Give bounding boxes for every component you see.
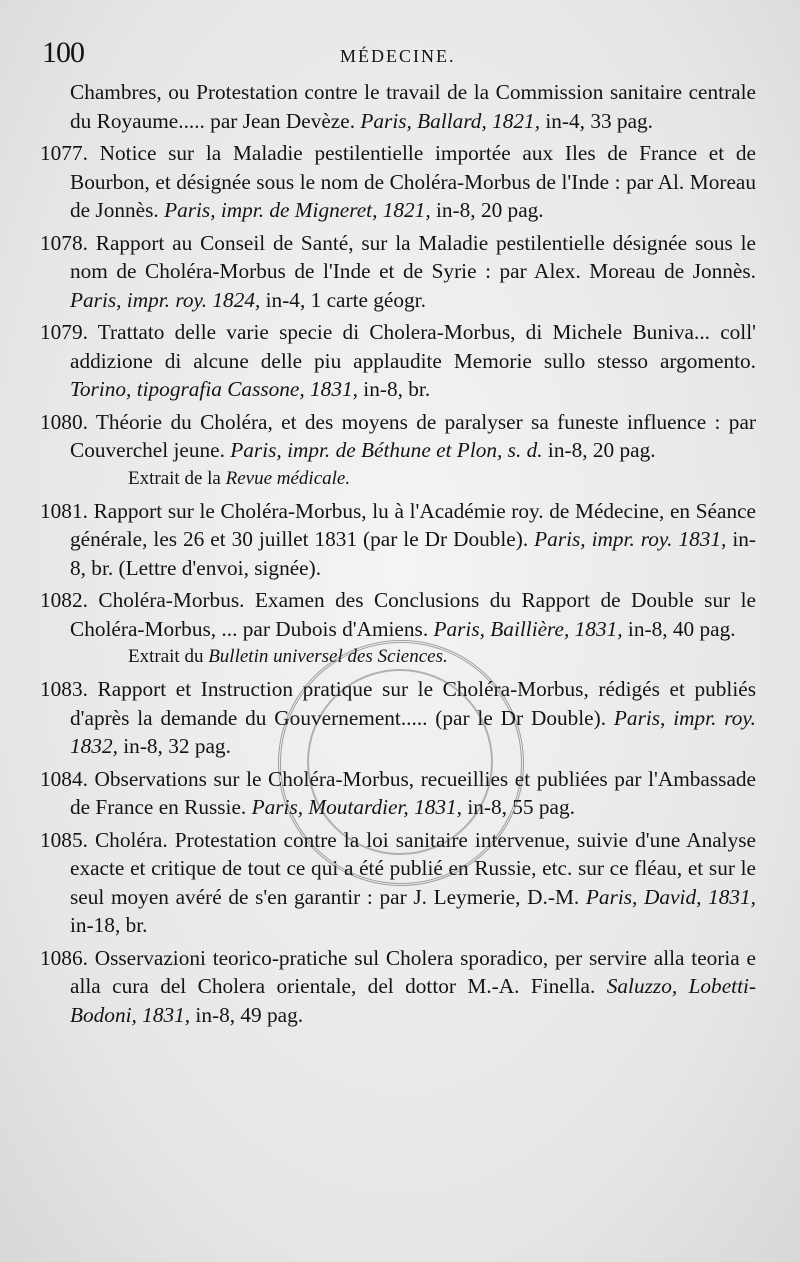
entry-text: Rapport sur le Choléra-Morbus, lu à l'Académie roy. de Médecine, en Séance générale, les 26 et 30 juillet 1831 (par le Dr Double). bbox=[70, 498, 756, 551]
entry-format: in-8, 32 pag. bbox=[123, 734, 231, 758]
bibliography-list bbox=[40, 78, 756, 1029]
note-text: Extrait du bbox=[128, 646, 204, 667]
entry-text: Observations sur le Choléra-Morbus, recueillies et publiées par l'Ambassade de France en Russie. bbox=[70, 766, 757, 819]
entry-format: in-4, 1 carte géogr. bbox=[265, 287, 426, 312]
entry-number: 1078. bbox=[40, 230, 88, 255]
note-text: Extrait de la bbox=[128, 467, 221, 489]
entry-text: Notice sur la Maladie pestilentielle importée aux Iles de France et de Bourbon, et désignée sous le nom de Choléra-Morbus de l'Inde : par Al. Moreau de Jonnès. bbox=[70, 141, 756, 222]
bibliography-entry bbox=[40, 229, 756, 315]
note-source: Bulletin universel des Sciences. bbox=[208, 646, 448, 667]
entry-format: in-4, 33 pag. bbox=[545, 108, 654, 133]
entry-number: 1079. bbox=[40, 320, 88, 344]
bibliography-entry bbox=[40, 139, 756, 225]
entry-number: 1083. bbox=[40, 677, 88, 701]
entry-format: in-8, br. (Lettre d'envoi, signée). bbox=[70, 527, 757, 580]
bibliography-entry bbox=[40, 78, 756, 135]
bibliography-entry bbox=[40, 826, 756, 940]
entry-number: 1084. bbox=[40, 766, 88, 791]
running-head: MÉDECINE. bbox=[340, 46, 456, 66]
entry-text: Théorie du Choléra, et des moyens de paralyser sa funeste influence : par Couverchel jeune. bbox=[70, 409, 756, 462]
entry-format: in-18, br. bbox=[70, 913, 148, 937]
entry-number: 1086. bbox=[40, 945, 88, 970]
entry-text: Chambres, ou Protestation contre le travail de la Commission sanitaire centrale du Royaume..... par Jean Devèze. bbox=[70, 80, 756, 133]
entry-text: Osservazioni teorico-pratiche sul Cholera sporadico, per servire alla teoria e alla cura del Cholera orientale, del dottor M.-A. Finella. bbox=[70, 945, 756, 998]
bibliography-entry bbox=[40, 497, 756, 583]
entry-format: in-8, 20 pag. bbox=[547, 438, 656, 462]
entry-imprint: Paris, impr. de Béthune et Plon, s. d. bbox=[230, 438, 543, 462]
entry-imprint: Torino, tipografia Cassone, 1831, bbox=[70, 377, 358, 401]
entry-number: 1077. bbox=[40, 141, 88, 165]
page-number: 100 bbox=[42, 36, 84, 69]
entry-imprint: Paris, Ballard, 1821, bbox=[360, 108, 541, 133]
bibliography-entry bbox=[40, 586, 756, 643]
entry-text: Rapport et Instruction pratique sur le Choléra-Morbus, rédigés et publiés d'après la demande du Gouvernement..... (par le Dr Double). bbox=[70, 677, 757, 730]
entry-text: Choléra. Protestation contre la loi sanitaire intervenue, suivie d'une Analyse exacte et critique de tout ce qui a été publié en Russie, etc. sur ce fléau, et sur le seul moyen avéré de s'en garantir : par J. Leymerie, D.-M. bbox=[70, 827, 756, 909]
entry-number: 1081. bbox=[40, 498, 88, 523]
entry-number: 1080. bbox=[40, 409, 88, 434]
entry-format: in-8, 55 pag. bbox=[467, 795, 575, 819]
entry-imprint: Paris, Moutardier, 1831, bbox=[251, 795, 462, 819]
entry-note bbox=[40, 645, 756, 669]
bibliography-entry bbox=[40, 318, 756, 404]
entry-number: 1085. bbox=[40, 827, 88, 852]
entry-text: Choléra-Morbus. Examen des Conclusions du Rapport de Double sur le Choléra-Morbus, ... par Dubois d'Amiens. bbox=[70, 588, 757, 641]
entry-imprint: Paris, impr. roy. 1832, bbox=[70, 705, 756, 758]
entry-format: in-8, 49 pag. bbox=[195, 1002, 304, 1027]
entry-text: Rapport au Conseil de Santé, sur la Maladie pestilentielle désignée sous le nom de Choléra-Morbus de l'Inde et de Syrie : par Alex. Moreau de Jonnès. bbox=[70, 230, 756, 283]
entry-format: in-8, 20 pag. bbox=[435, 198, 544, 222]
entry-imprint: Saluzzo, Lobetti-Bodoni, 1831, bbox=[70, 974, 757, 1027]
bibliography-entry bbox=[40, 944, 756, 1030]
entry-format: in-8, br. bbox=[363, 377, 431, 401]
entry-text: Trattato delle varie specie di Cholera-Morbus, di Michele Buniva... coll' addizione di alcune delle piu applaudite Memorie sullo stesso argomento. bbox=[70, 320, 756, 373]
note-source: Revue médicale. bbox=[225, 467, 351, 489]
entry-imprint: Paris, impr. de Migneret, 1821, bbox=[164, 198, 431, 222]
entry-imprint: Paris, David, 1831, bbox=[585, 884, 756, 909]
entry-imprint: Paris, impr. roy. 1824, bbox=[70, 287, 261, 312]
entry-number: 1082. bbox=[40, 588, 88, 612]
entry-note bbox=[40, 467, 756, 491]
entry-format: in-8, 40 pag. bbox=[627, 616, 736, 641]
page-header bbox=[40, 36, 756, 76]
bibliography-entry bbox=[40, 675, 756, 761]
bibliography-entry bbox=[40, 765, 756, 822]
entry-imprint: Paris, Baillière, 1831, bbox=[433, 616, 623, 641]
bibliography-entry bbox=[40, 408, 756, 465]
entry-imprint: Paris, impr. roy. 1831, bbox=[534, 527, 727, 551]
